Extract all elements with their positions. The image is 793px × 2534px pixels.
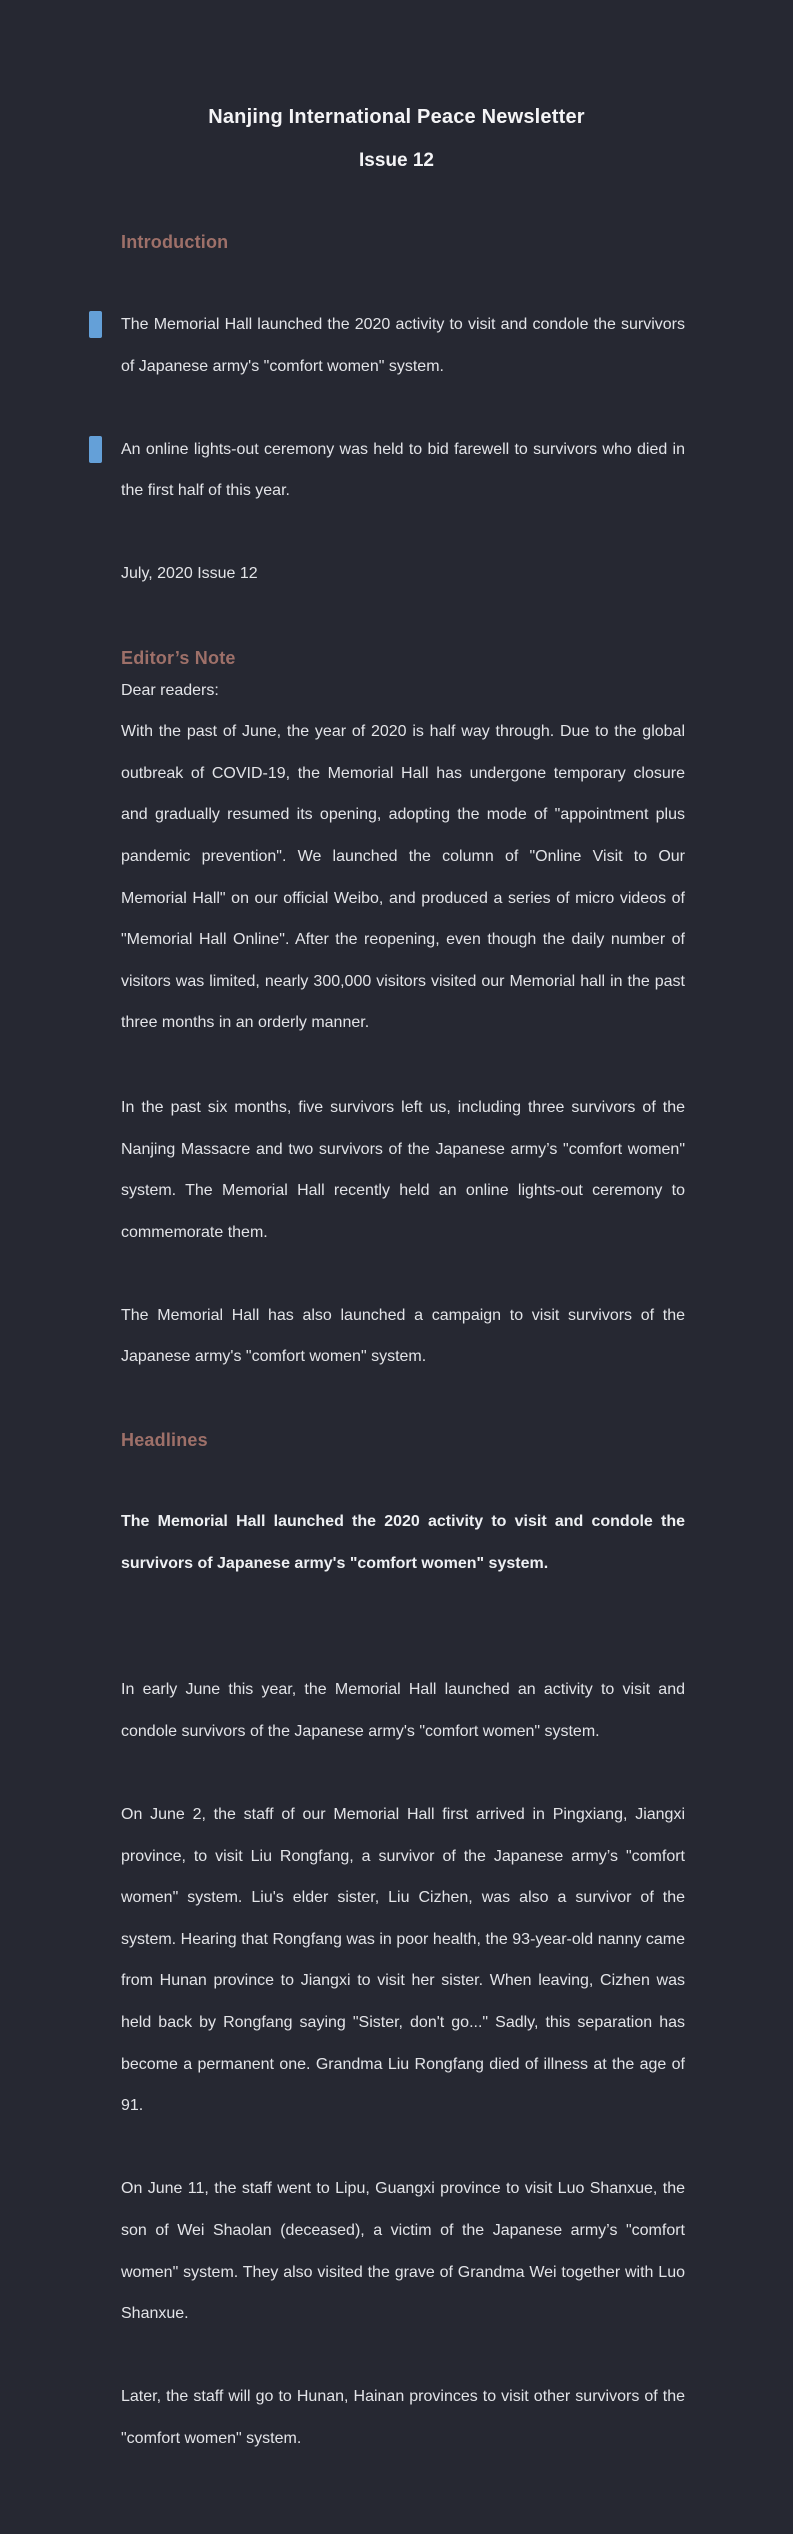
- paragraph: In early June this year, the Memorial Hall launched an activity to visit and condole survivors of the Japanese army's "comfort women" system.: [121, 1681, 685, 1740]
- paragraph: The Memorial Hall has also launched a campaign to visit survivors of the Japanese army's "comfort women" system.: [121, 1306, 685, 1366]
- paragraph: In the past six months, five survivors left us, including three survivors of the Nanjing Massacre and two survivors of the Japanese army’s "comfort women" system. The Memorial Hall recently held an online lights-out ceremony to commemorate them.: [121, 1098, 685, 1241]
- issue-date-line: July, 2020 Issue 12: [121, 564, 258, 582]
- section-heading-introduction: Introduction: [121, 232, 229, 252]
- section-heading-headlines: Headlines: [121, 1430, 208, 1451]
- headline-lead-paragraph: The Memorial Hall launched the 2020 activity to visit and condole the survivors of Japanese army's "comfort women" system.: [121, 1513, 685, 1572]
- paragraph: With the past of June, the year of 2020 is half way through. Due to the global outbreak of COVID-19, the Memorial Hall has undergone temporary closure and gradually resumed its opening, adopting the mode of "appointment plus pandemic prevention". We launched the column of "Online Visit to Our Memorial Hall" on our official Weibo, and produced a series of micro videos of "Memorial Hall Online". After the reopening, even though the daily number of visitors was limited, nearly 300,000 visitors visited our Memorial hall in the past three months in an orderly manner.: [121, 723, 685, 1032]
- bullet-item-text: An online lights-out ceremony was held to bid farewell to survivors who died in the first half of this year.: [121, 440, 685, 500]
- introduction-bullet-list: [121, 304, 685, 512]
- paragraph: On June 11, the staff went to Lipu, Guangxi province to visit Luo Shanxue, the son of Wei Shaolan (deceased), a victim of the Japanese army’s "comfort women" system. They also visited the grave of Grandma Wei together with Luo Shanxue.: [121, 2180, 685, 2323]
- issue-number: Issue 12: [359, 150, 434, 171]
- list-item: [89, 429, 685, 512]
- bullet-square-icon: [89, 436, 102, 463]
- newsletter-title: Nanjing International Peace Newsletter: [208, 106, 585, 128]
- list-item: [89, 304, 685, 387]
- section-heading-editors-note: Editor’s Note: [121, 647, 236, 668]
- bullet-square-icon: [89, 311, 102, 338]
- salutation-line: Dear readers:: [121, 681, 219, 699]
- paragraph: On June 2, the staff of our Memorial Hall first arrived in Pingxiang, Jiangxi province, to visit Liu Rongfang, a survivor of the Japanese army’s "comfort women" system. Liu's elder sister, Liu Cizhen, was also a survivor of the system. Hearing that Rongfang was in poor health, the 93-year-old nanny came from Hunan province to Jiangxi to visit her sister. When leaving, Cizhen was held back by Rongfang saying "Sister, don't go..." Sadly, this separation has become a permanent one. Grandma Liu Rongfang died of illness at the age of 91.: [121, 1806, 685, 2115]
- document-body: [0, 230, 793, 2460]
- bullet-item-text: The Memorial Hall launched the 2020 activity to visit and condole the survivors of Japanese army's "comfort women" system.: [121, 316, 685, 375]
- paragraph: Later, the staff will go to Hunan, Hainan provinces to visit other survivors of the "comfort women" system.: [121, 2388, 685, 2447]
